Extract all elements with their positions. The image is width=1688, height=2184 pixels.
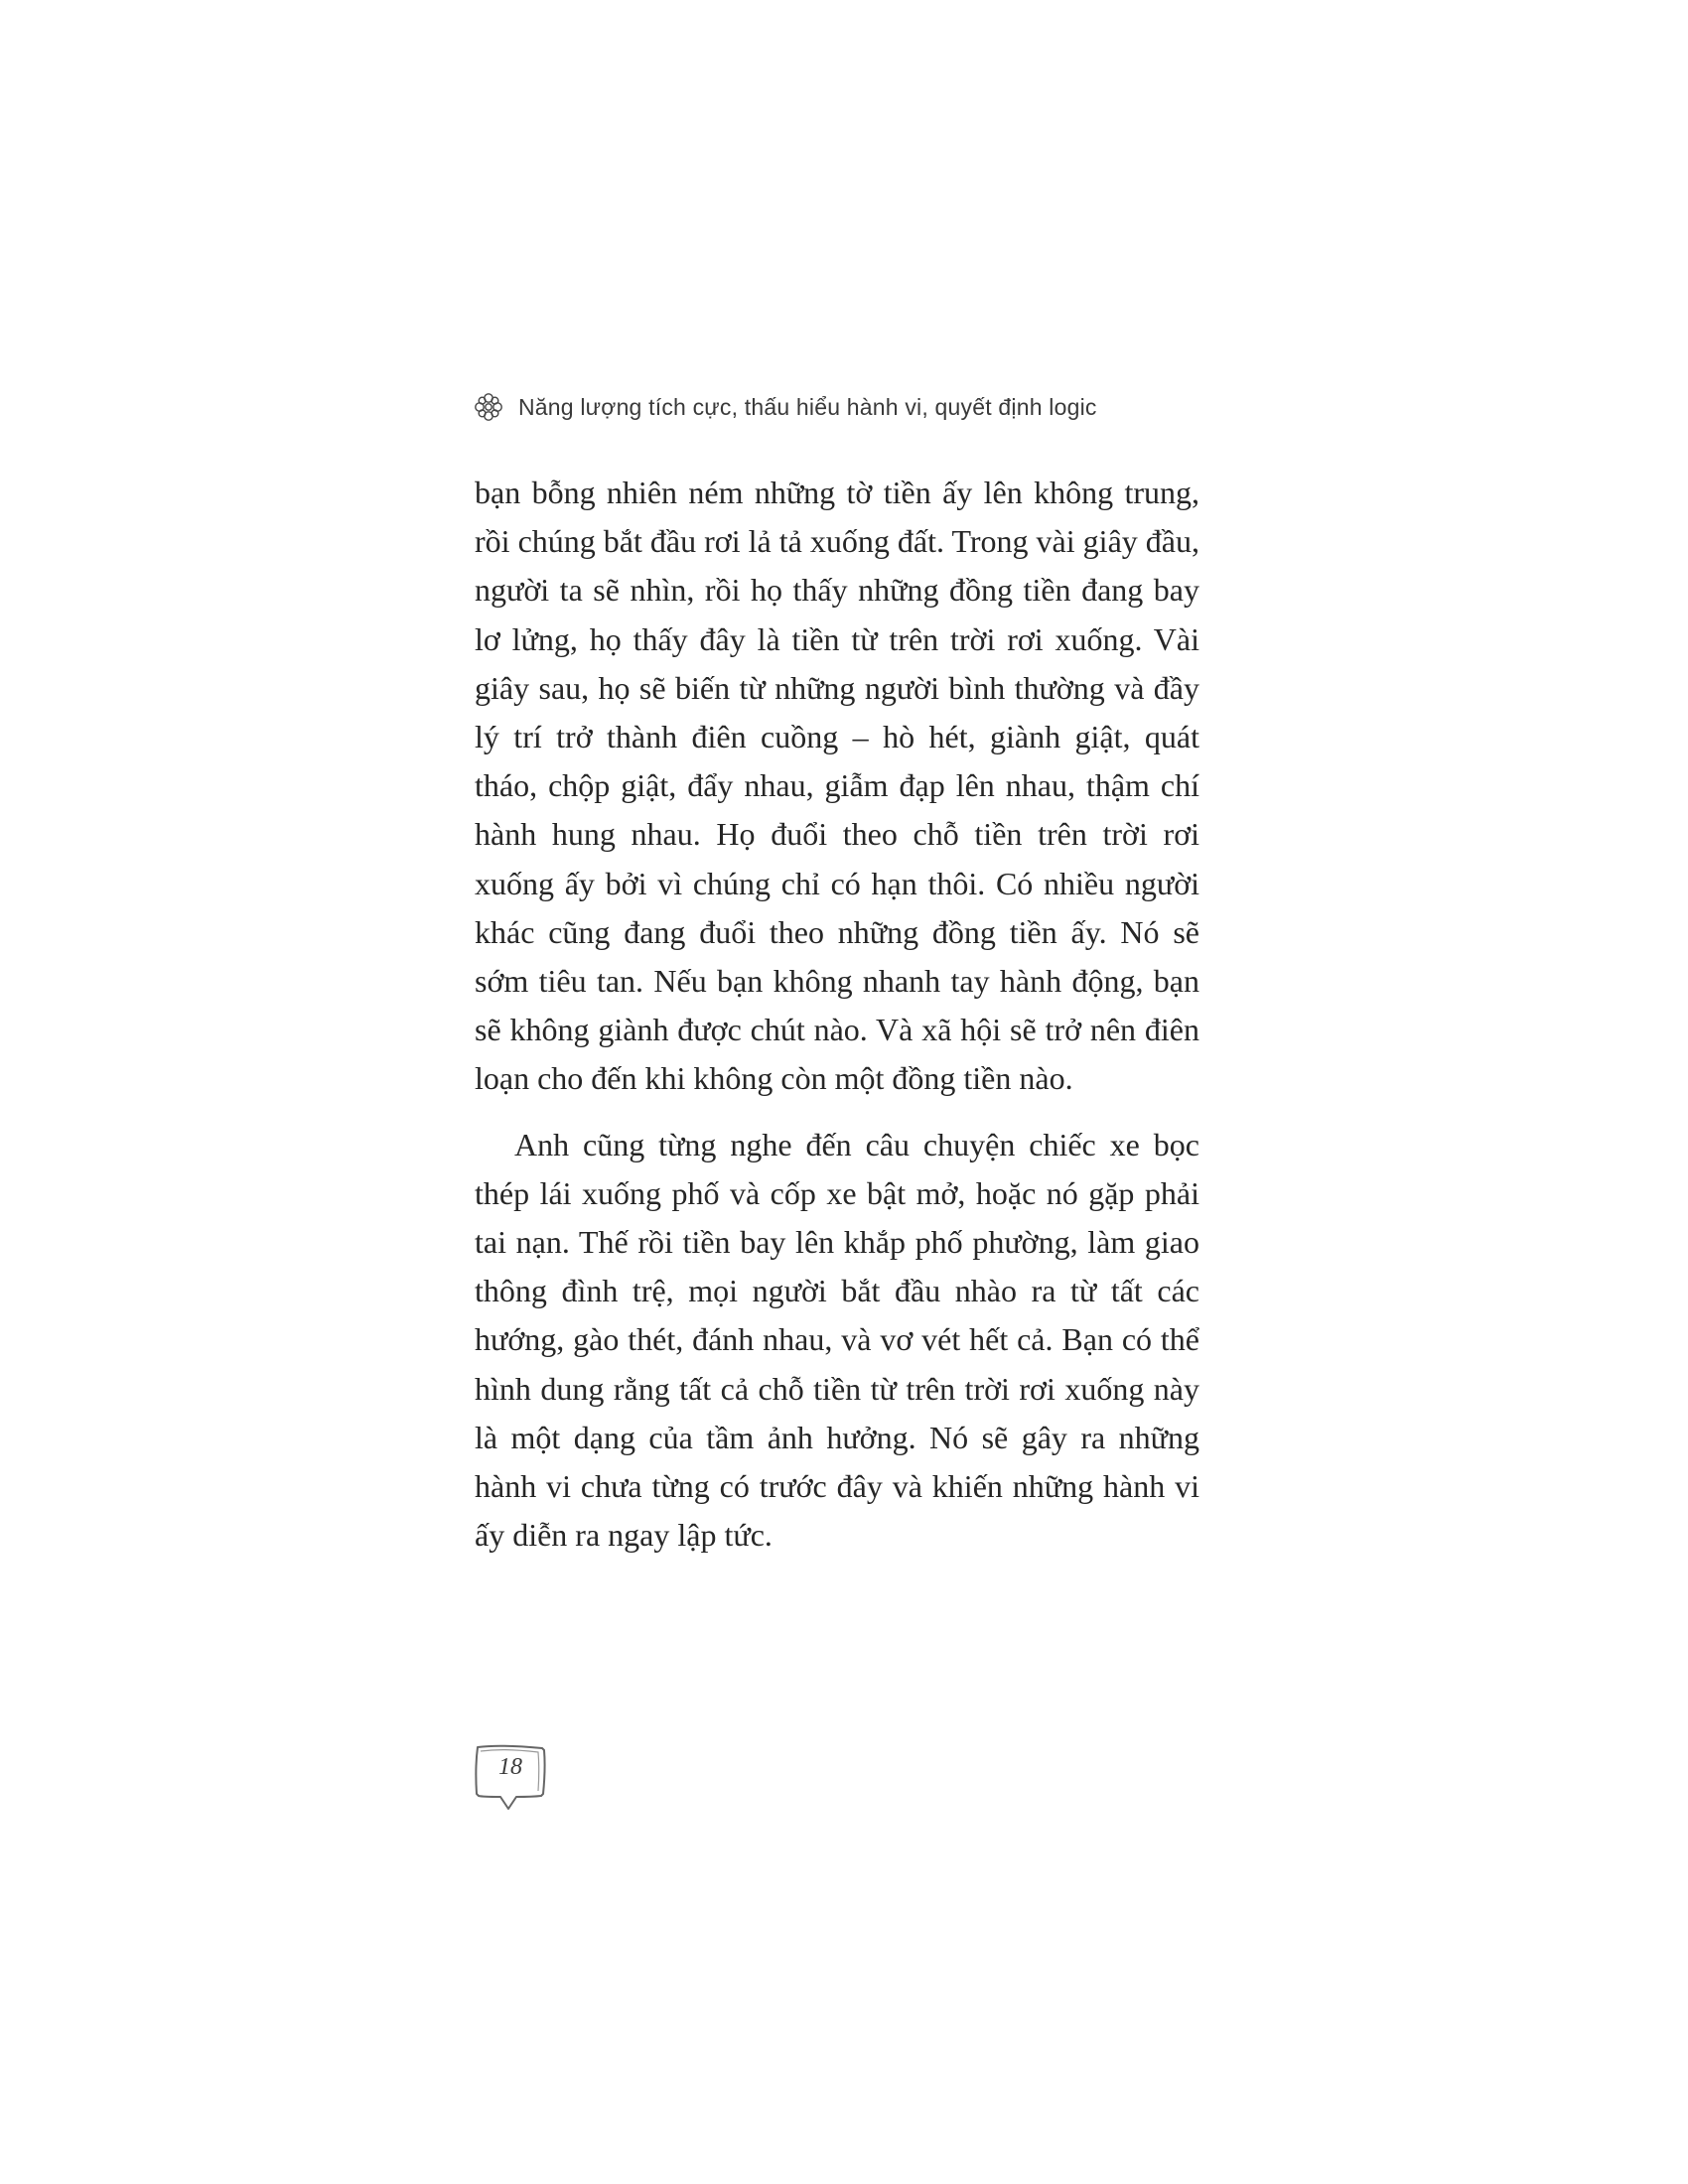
paragraph-1: bạn bỗng nhiên ném những tờ tiền ấy lên không trung, rồi chúng bắt đầu rơi lả tả xuống đất. Trong vài giây đầu, người ta sẽ nhìn, rồi họ thấy những đồng tiền đang bay lơ lửng, họ thấy đây là tiền từ trên trời rơi xuống. Vài giây sau, họ sẽ biến từ những người bình thường và đầy lý trí trở thành điên cuồng – hò hét, giành giật, quát tháo, chộp giật, đẩy nhau, giẫm đạp lên nhau, thậm chí hành hung nhau. Họ đuổi theo chỗ tiền trên trời rơi xuống ấy bởi vì chúng chỉ có hạn thôi. Có nhiều người khác cũng đang đuổi theo những đồng tiền ấy. Nó sẽ sớm tiêu tan. Nếu bạn không nhanh tay hành động, bạn sẽ không giành được chút nào. Và xã hội sẽ trở nên điên loạn cho đến khi không còn một đồng tiền nào.: [475, 475, 1199, 1097]
running-head-title: Năng lượng tích cực, thấu hiểu hành vi, quyết định logic: [518, 393, 1097, 420]
body-text: [475, 469, 1199, 1560]
paragraph-2: Anh cũng từng nghe đến câu chuyện chiếc xe bọc thép lái xuống phố và cốp xe bật mở, hoặc nó gặp phải tai nạn. Thế rồi tiền bay lên khắp phố phường, làm giao thông đình trệ, mọi người bắt đầu nhào ra từ tất các hướng, gào thét, đánh nhau, và vơ vét hết cả. Bạn có thể hình dung rằng tất cả chỗ tiền từ trên trời rơi xuống này là một dạng của tầm ảnh hưởng. Nó sẽ gây ra những hành vi chưa từng có trước đây và khiến những hành vi ấy diễn ra ngay lập tức.: [475, 1126, 1199, 1554]
running-head: [473, 387, 1097, 427]
page-number-badge: [473, 1744, 552, 1816]
page-number: 18: [498, 1754, 522, 1780]
flower-ornament-icon: [473, 391, 504, 423]
